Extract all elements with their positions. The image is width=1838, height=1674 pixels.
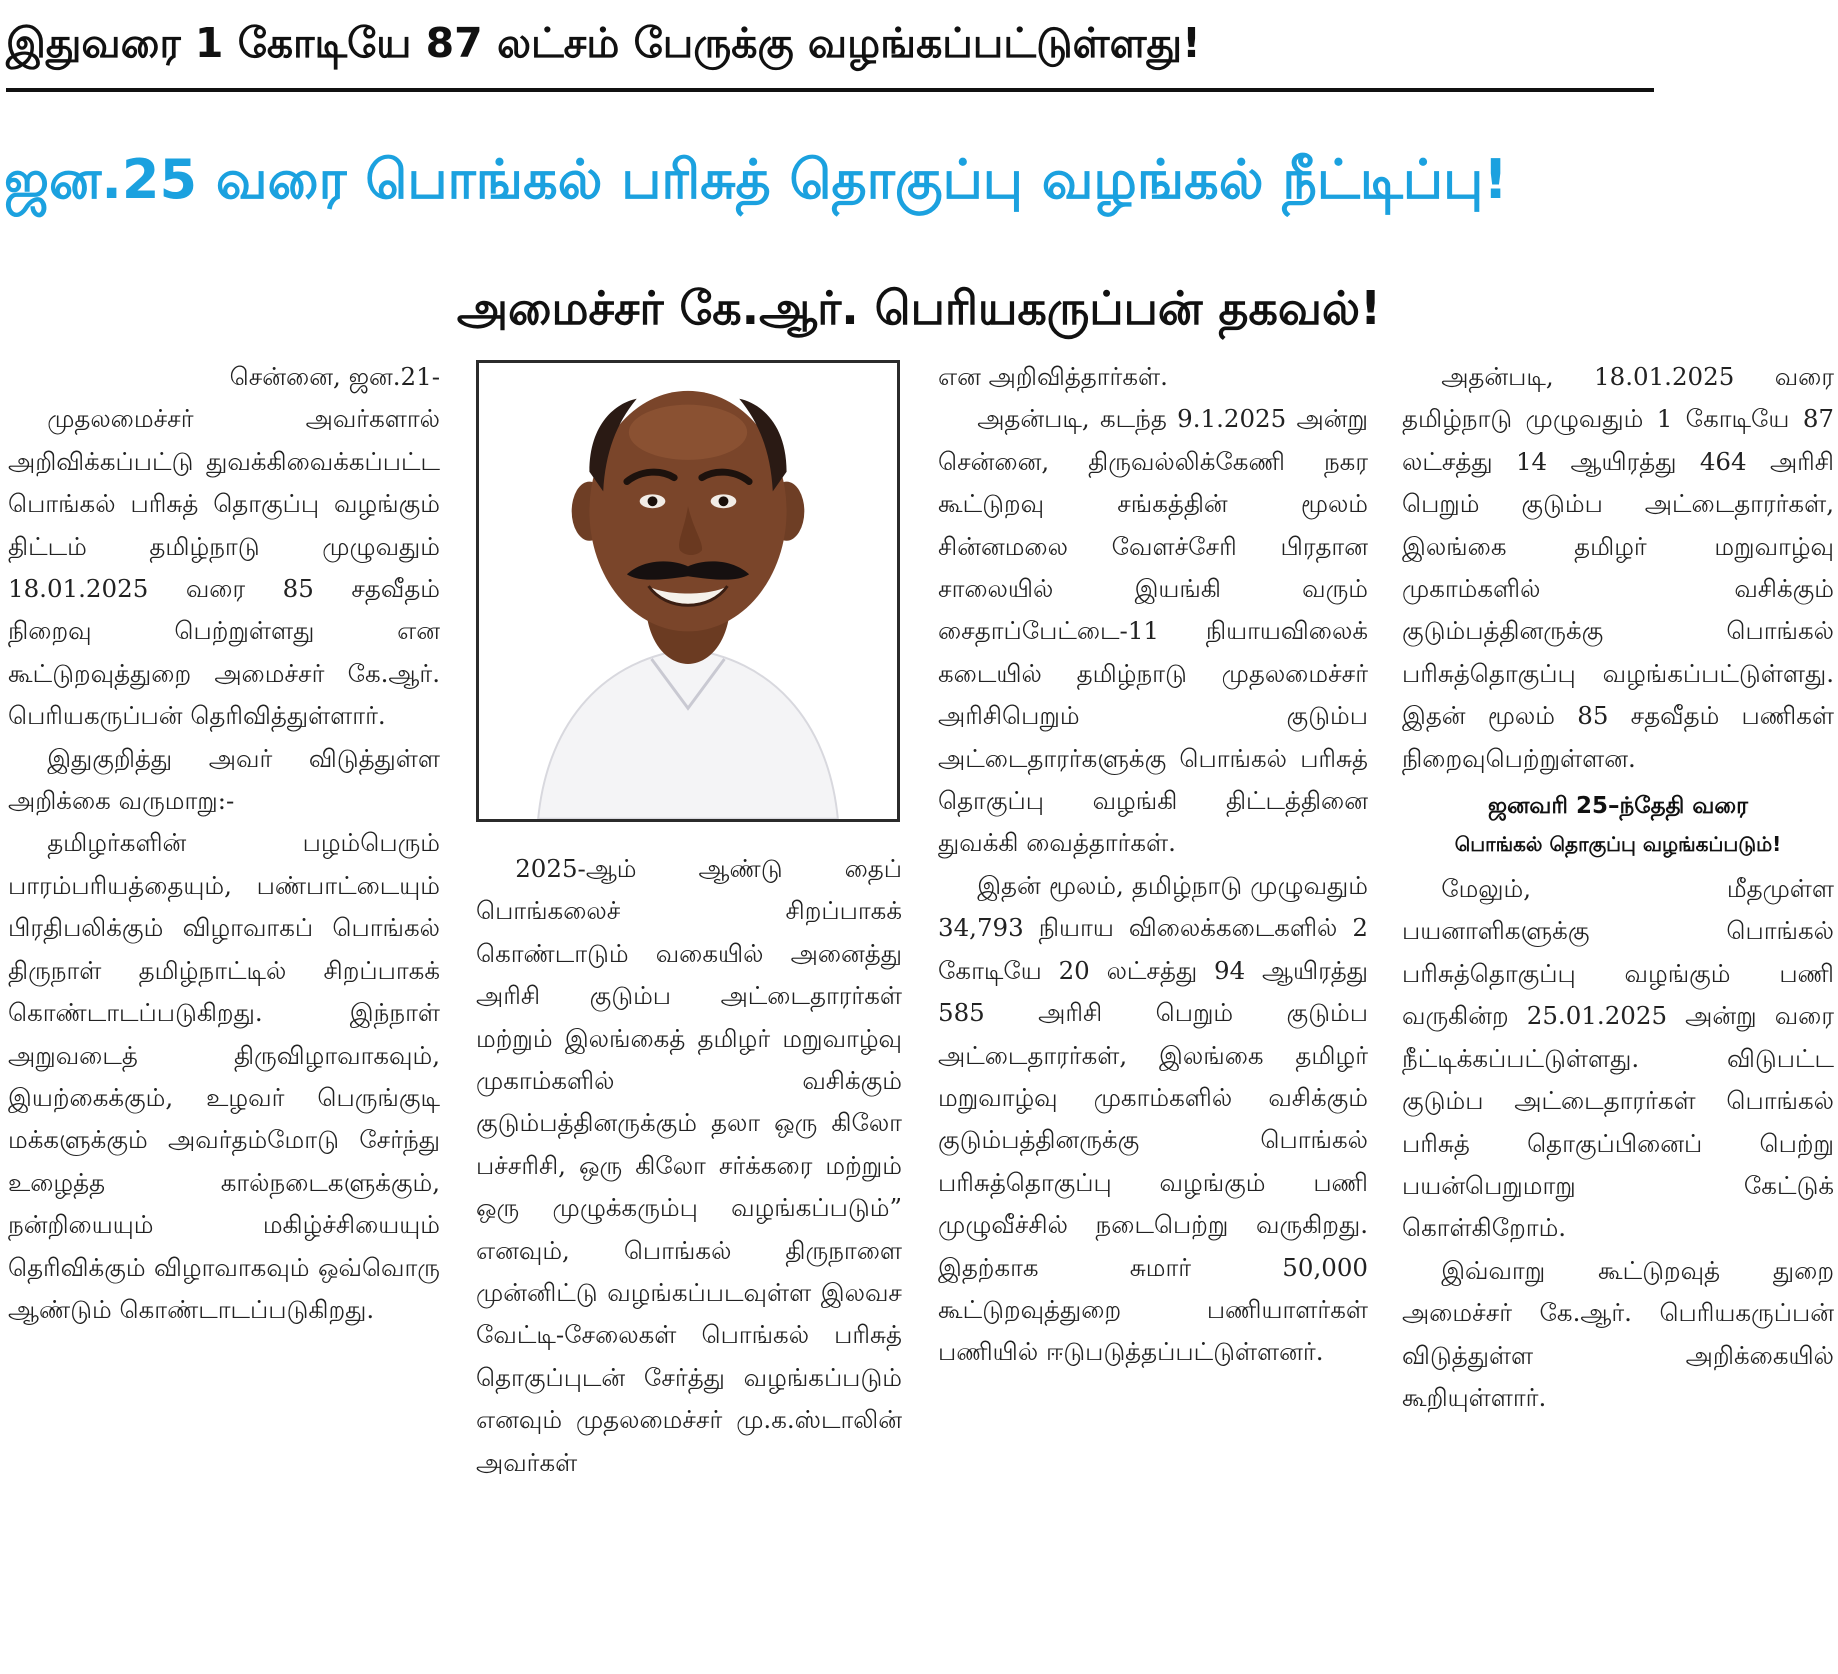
crosshead-line-1: ஜனவரி 25–ந்தேதி வரை: [1487, 793, 1749, 820]
crosshead-line-2: பொங்கல் தொகுப்பு வழங்கப்படும்!: [1454, 832, 1782, 857]
paragraph: இவ்வாறு கூட்டுறவுத் துறை அமைச்சர் கே.ஆர். பெரியகருப்பன் விடுத்துள்ள அறிக்கையில் கூறியுள்ளார்.: [1402, 1255, 1834, 1412]
sub-headline: அமைச்சர் கே.ஆர். பெரியகருப்பன் தகவல்!: [456, 281, 1382, 335]
paragraph: மேலும், மீதமுள்ள பயனாளிகளுக்கு பொங்கல் பரிசுத்தொகுப்பு வழங்கும் பணி வருகின்ற 25.01.2025 அன்று வரை நீட்டிக்கப்பட்டுள்ளது. விடுபட்ட குடும்ப அட்டைதாரர்கள் பொங்கல் பரிசுத் தொகுப்பினைப் பெற்று பயன்பெறுமாறு கேட்டுக் கொள்கிறோம்.: [1402, 874, 1834, 1243]
crosshead: [1402, 786, 1834, 862]
paragraph: இதன் மூலம், தமிழ்நாடு முழுவதும் 34,793 நியாய விலைக்கடைகளில் 2 கோடியே 20 லட்சத்து 94 ஆயிரத்து 585 அரிசி பெறும் குடும்ப அட்டைதாரர்கள், இலங்கை தமிழர் மறுவாழ்வு முகாம்களில் வசிக்கும் குடும்பத்தினருக்கு பொங்கல் பரிசுத்தொகுப்பு வழங்கும் பணி முழுவீச்சில் நடைபெற்று வருகிறது. இதற்காக சுமார் 50,000 கூட்டுறவுத்துறை பணியாளர்கள் பணியில் ஈடுபடுத்தப்பட்டுள்ளனர்.: [938, 870, 1368, 1367]
minister-photo: [476, 360, 900, 822]
paragraph: தமிழர்களின் பழம்பெரும் பாரம்பரியத்தையும், பண்பாட்டையும் பிரதிபலிக்கும் விழாவாகப் பொங்கல் திருநாள் தமிழ்நாட்டில் சிறப்பாகக் கொண்டாடப்படுகிறது. இந்நாள் அறுவடைத் திருவிழாவாகவும், இயற்கைக்கும், உழவர் பெருங்குடி மக்களுக்கும் அவர்தம்மோடு சேர்ந்து உழைத்த கால்நடைகளுக்கும், நன்றியையும் மகிழ்ச்சியையும் தெரிவிக்கும் விழாவாகவும் ஒவ்வொரு ஆண்டும் கொண்டாடப்படுகிறது.: [8, 828, 440, 1324]
paragraph: 2025-ஆம் ஆண்டு தைப் பொங்கலைச் சிறப்பாகக் கொண்டாடும் வகையில் அனைத்து அரிசி குடும்ப அட்டைதாரர்கள் மற்றும் இலங்கைத் தமிழர் மறுவாழ்வு முகாம்களில் வசிக்கும் குடும்பத்தினருக்கும் தலா ஒரு கிலோ பச்சரிசி, ஒரு கிலோ சர்க்கரை மற்றும் ஒரு முழுக்கரும்பு வழங்கப்படும்” எனவும், பொங்கல் திருநாளை முன்னிட்டு வழங்கப்படவுள்ள இலவச வேட்டி-சேலைகள் பொங்கல் பரிசுத் தொகுப்புடன் சேர்த்து வழங்கப்படும் எனவும் முதலமைச்சர் மு.க.ஸ்டாலின் அவர்கள்: [476, 854, 902, 1477]
paragraph: முதலமைச்சர் அவர்களால் அறிவிக்கப்பட்டு துவக்கிவைக்கப்பட்ட பொங்கல் பரிசுத் தொகுப்பு வழங்கும் திட்டம் தமிழ்நாடு முழுவதும் 18.01.2025 வரை 85 சதவீதம் நிறைவு பெற்றுள்ளது என கூட்டுறவுத்துறை அமைச்சர் கே.ஆர். பெரியகருப்பன் தெரிவித்துள்ளார்.: [8, 404, 440, 731]
paragraph: அதன்படி, 18.01.2025 வரை தமிழ்நாடு முழுவதும் 1 கோடியே 87 லட்சத்து 14 ஆயிரத்து 464 அரிசி பெறும் குடும்ப அட்டைதாரர்கள், இலங்கை தமிழர் மறுவாழ்வு முகாம்களில் வசிக்கும் குடும்பத்தினருக்கு பொங்கல் பரிசுத்தொகுப்பு வழங்கப்பட்டுள்ளது. இதன் மூலம் 85 சதவீதம் பணிகள் நிறைவுபெற்றுள்ளன.: [1402, 362, 1834, 773]
dateline: சென்னை, ஜன.21-: [229, 362, 440, 391]
article-column-4: [1402, 356, 1834, 1670]
article-column-3: [938, 356, 1368, 1670]
main-headline: ஜன.25 வரை பொங்கல் பரிசுத் தொகுப்பு வழங்கல் நீட்டிப்பு!: [4, 148, 1508, 211]
paragraph: என அறிவித்தார்கள்.: [938, 362, 1168, 391]
article-column-2: [476, 848, 902, 1670]
portrait-illustration: [479, 363, 897, 819]
kicker-headline: இதுவரை 1 கோடியே 87 லட்சம் பேருக்கு வழங்கப்பட்டுள்ளது!: [6, 19, 1201, 67]
article-column-1: [8, 356, 440, 1670]
paragraph: இதுகுறித்து அவர் விடுத்துள்ள அறிக்கை வருமாறு:-: [8, 743, 440, 816]
kicker-underline: [6, 88, 1654, 92]
paragraph: அதன்படி, கடந்த 9.1.2025 அன்று சென்னை, திருவல்லிக்கேணி நகர கூட்டுறவு சங்கத்தின் மூலம் சின்னமலை வேளச்சேரி பிரதான சாலையில் இயங்கி வரும் சைதாப்பேட்டை-11 நியாயவிலைக் கடையில் தமிழ்நாடு முதலமைச்சர் அரிசிபெறும் குடும்ப அட்டைதாரர்களுக்கு பொங்கல் பரிசுத் தொகுப்பு வழங்கி திட்டத்தினை துவக்கி வைத்தார்கள்.: [938, 404, 1368, 858]
